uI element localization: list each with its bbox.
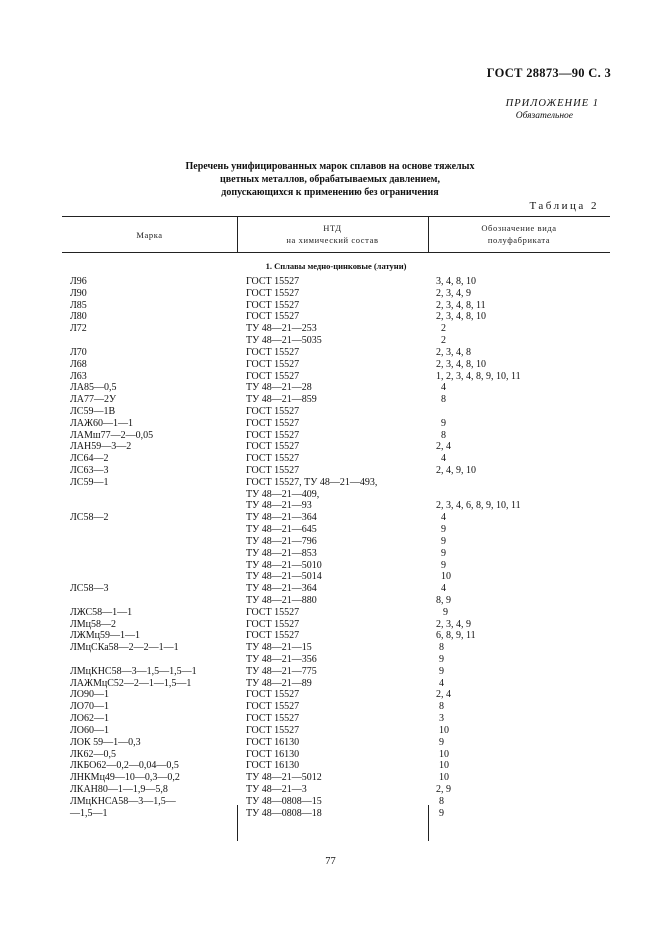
semi-product-codes: 10: [439, 748, 449, 760]
semi-product-codes: 8: [441, 394, 446, 406]
ntd-reference: ТУ 48—21—364: [246, 512, 317, 524]
alloy-grade: —1,5—1: [70, 807, 108, 819]
semi-product-codes: 4: [441, 453, 446, 465]
ntd-reference: ГОСТ 15527: [246, 701, 300, 713]
alloy-grade: ЛМцКНС58—3—1,5—1,5—1: [70, 665, 197, 677]
semi-product-codes: 10: [439, 724, 449, 736]
ntd-reference: ГОСТ 15527: [246, 405, 300, 417]
semi-product-codes: 9: [441, 535, 446, 547]
alloy-grade: Л96: [70, 276, 87, 287]
alloy-grade: ЛКБО62—0,2—0,04—0,5: [70, 760, 179, 772]
table-row: [0, 630, 661, 642]
table-row: [0, 406, 661, 418]
semi-product-codes: 2, 3, 4, 9: [436, 287, 471, 299]
table-row: [0, 607, 661, 619]
table-row: [0, 371, 661, 383]
semi-product-codes: 2, 9: [436, 783, 451, 795]
alloy-grade: ЛС58—3: [70, 583, 109, 595]
alloy-grade: ЛО70—1: [70, 701, 110, 713]
table-body: [0, 276, 661, 819]
ntd-reference: ГОСТ 15527: [246, 346, 300, 358]
alloy-grade: ЛС63—3: [70, 465, 109, 476]
semi-product-codes: 8, 9: [436, 594, 451, 606]
alloy-grade: ЛК62—0,5: [70, 748, 116, 760]
ntd-reference: ТУ 48—21—775: [246, 665, 317, 677]
table-row: [0, 512, 661, 524]
table-row: [0, 725, 661, 737]
title-line-2: цветных металлов, обрабатываемых давлением,: [220, 174, 440, 185]
column-header-type: [428, 222, 610, 246]
semi-product-codes: 2, 4: [436, 689, 451, 701]
table-row: [0, 335, 661, 347]
semi-product-codes: 1, 2, 3, 4, 8, 9, 10, 11: [436, 370, 521, 382]
semi-product-codes: 8: [439, 642, 444, 654]
semi-product-codes: 9: [439, 665, 444, 677]
table-row: [0, 796, 661, 808]
ntd-reference: ГОСТ 16130: [246, 748, 300, 760]
alloy-grade: ЛМцКНСА58—3—1,5—: [70, 795, 176, 807]
alloy-grade: ЛА77—2У: [70, 394, 117, 406]
alloy-grade: Л72: [70, 323, 87, 335]
ntd-reference: ТУ 48—21—93: [246, 500, 312, 512]
semi-product-codes: 4: [439, 677, 444, 689]
semi-product-codes: 8: [439, 701, 444, 713]
table-row: [0, 619, 661, 631]
ntd-reference: ТУ 48—21—880: [246, 594, 317, 606]
semi-product-codes: 9: [441, 417, 446, 429]
table-row: [0, 760, 661, 772]
alloy-grade: ЛС59—1: [70, 476, 109, 488]
table-row: [0, 666, 661, 678]
table-row: [0, 548, 661, 560]
semi-product-codes: 3, 4, 8, 10: [436, 276, 476, 287]
ntd-reference: ТУ 48—21—5012: [246, 772, 322, 784]
alloy-grade: ЛА85—0,5: [70, 382, 117, 394]
page-number: 77: [325, 856, 336, 867]
ntd-reference: ТУ 48—21—645: [246, 524, 317, 536]
ntd-reference: ГОСТ 15527: [246, 606, 300, 618]
table-row: [0, 642, 661, 654]
section-heading: 1. Сплавы медно-цинковые (латуни): [265, 261, 407, 271]
table-row: [0, 382, 661, 394]
semi-product-codes: 9: [439, 654, 444, 665]
semi-product-codes: 9: [439, 807, 444, 819]
ntd-reference: ГОСТ 15527: [246, 358, 300, 370]
table-label: Таблица 2: [529, 200, 599, 212]
alloy-grade: ЛС64—2: [70, 453, 109, 465]
table-row: [0, 749, 661, 761]
semi-product-codes: 2, 4: [436, 441, 451, 453]
table-row: [0, 737, 661, 749]
ntd-reference: ГОСТ 15527: [246, 370, 300, 382]
column-header-grade: Марка: [136, 230, 163, 240]
table-row: [0, 288, 661, 300]
table-row: [0, 500, 661, 512]
table-row: [0, 347, 661, 359]
ntd-reference: ТУ 48—21—89: [246, 677, 312, 689]
alloy-grade: Л63: [70, 370, 87, 382]
alloy-grade: ЛЖС58—1—1: [70, 606, 133, 618]
ntd-reference: ТУ 48—0808—15: [246, 795, 322, 807]
alloy-grade: ЛС59—1В: [70, 405, 116, 417]
ntd-reference: ТУ 48—21—5010: [246, 559, 322, 571]
alloy-grade: ЛО62—1: [70, 713, 110, 725]
column-header-type-line-2: полуфабриката: [487, 235, 551, 245]
ntd-reference: ГОСТ 15527: [246, 453, 300, 465]
alloy-grade: ЛМцСКа58—2—2—1—1: [70, 642, 179, 654]
table-row: [0, 808, 661, 820]
alloy-grade: ЛАН59—3—2: [70, 441, 132, 453]
ntd-reference: ТУ 48—21—859: [246, 394, 317, 406]
semi-product-codes: 2: [441, 335, 446, 347]
semi-product-codes: 4: [441, 512, 446, 524]
ntd-reference: ГОСТ 15527: [246, 299, 300, 311]
ntd-reference: ГОСТ 15527, ТУ 48—21—493,: [246, 476, 378, 488]
table-row: [0, 465, 661, 477]
table-row: [0, 784, 661, 796]
ntd-reference: ГОСТ 15527: [246, 441, 300, 453]
ntd-reference: ГОСТ 15527: [246, 630, 300, 642]
table-row: [0, 713, 661, 725]
title-line-1: Перечень унифицированных марок сплавов на основе тяжелых: [185, 161, 475, 172]
table-row: [0, 276, 661, 288]
table-row: [0, 595, 661, 607]
ntd-reference: ГОСТ 15527: [246, 287, 300, 299]
table-row: [0, 689, 661, 701]
standard-header: ГОСТ 28873—90 С. 3: [486, 66, 611, 80]
ntd-reference: ГОСТ 15527: [246, 713, 300, 725]
semi-product-codes: 4: [441, 583, 446, 595]
semi-product-codes: 6, 8, 9, 11: [436, 630, 476, 642]
alloy-grade: ЛОК 59—1—0,3: [70, 736, 141, 748]
appendix-status: Обязательное: [515, 111, 573, 121]
table-row: [0, 359, 661, 371]
alloy-grade: ЛС58—2: [70, 512, 109, 524]
table-row: [0, 394, 661, 406]
table-row: [0, 477, 661, 489]
alloy-grade: ЛКАН80—1—1,9—5,8: [70, 783, 168, 795]
ntd-reference: ТУ 48—21—5035: [246, 335, 322, 347]
ntd-reference: ТУ 48—21—5014: [246, 571, 322, 583]
table-row: [0, 311, 661, 323]
table-row: [0, 418, 661, 430]
semi-product-codes: 10: [441, 571, 451, 583]
semi-product-codes: 9: [441, 524, 446, 536]
table-row: [0, 489, 661, 501]
semi-product-codes: 2, 3, 4, 6, 8, 9, 10, 11: [436, 500, 521, 512]
column-header-ntd-line-2: на химический состав: [286, 235, 379, 245]
semi-product-codes: 9: [443, 606, 448, 618]
ntd-reference: ТУ 48—21—28: [246, 382, 312, 394]
alloy-grade: Л68: [70, 358, 87, 370]
appendix-label: ПРИЛОЖЕНИЕ 1: [505, 98, 599, 109]
semi-product-codes: 2, 3, 4, 8, 11: [436, 299, 486, 311]
column-header-type-line-1: Обозначение вида: [481, 223, 557, 233]
ntd-reference: ГОСТ 15527: [246, 689, 300, 701]
semi-product-codes: 2: [441, 323, 446, 335]
table-row: [0, 524, 661, 536]
ntd-reference: ТУ 48—21—853: [246, 547, 317, 559]
ntd-reference: ГОСТ 15527: [246, 429, 300, 441]
ntd-reference: ТУ 48—21—409,: [246, 488, 320, 500]
table-row: [0, 441, 661, 453]
alloy-grade: Л80: [70, 311, 87, 323]
ntd-reference: ТУ 48—21—3: [246, 783, 307, 795]
ntd-reference: ТУ 48—21—15: [246, 642, 312, 654]
table-row: [0, 583, 661, 595]
table-row: [0, 571, 661, 583]
alloy-grade: ЛО60—1: [70, 724, 110, 736]
table-row: [0, 453, 661, 465]
alloy-grade: ЛЖМц59—1—1: [70, 630, 140, 642]
ntd-reference: ГОСТ 15527: [246, 465, 300, 476]
semi-product-codes: 10: [439, 772, 449, 784]
ntd-reference: ТУ 48—21—356: [246, 654, 317, 665]
table-top-rule: [62, 216, 610, 217]
table-row: [0, 678, 661, 690]
table-header-rule: [62, 252, 610, 253]
table-row: [0, 300, 661, 312]
ntd-reference: ГОСТ 15527: [246, 311, 300, 323]
alloy-grade: ЛАЖ60—1—1: [70, 417, 133, 429]
table-row: [0, 323, 661, 335]
title-line-3: допускающихся к применению без ограничения: [221, 187, 439, 198]
semi-product-codes: 9: [441, 547, 446, 559]
semi-product-codes: 9: [441, 559, 446, 571]
ntd-reference: ГОСТ 15527: [246, 724, 300, 736]
ntd-reference: ТУ 48—0808—18: [246, 807, 322, 819]
ntd-reference: ГОСТ 15527: [246, 417, 300, 429]
alloy-grade: Л90: [70, 287, 87, 299]
ntd-reference: ТУ 48—21—364: [246, 583, 317, 595]
ntd-reference: ТУ 48—21—253: [246, 323, 317, 335]
alloy-grade: ЛАМш77—2—0,05: [70, 429, 154, 441]
semi-product-codes: 2, 4, 9, 10: [436, 465, 476, 476]
ntd-reference: ГОСТ 15527: [246, 276, 300, 287]
semi-product-codes: 10: [439, 760, 449, 772]
semi-product-codes: 2, 3, 4, 9: [436, 618, 471, 630]
semi-product-codes: 2, 3, 4, 8: [436, 346, 471, 358]
table-row: [0, 536, 661, 548]
table-row: [0, 772, 661, 784]
alloy-grade: ЛО90—1: [70, 689, 110, 701]
table-row: [0, 430, 661, 442]
alloy-grade: ЛНКМц49—10—0,3—0,2: [70, 772, 180, 784]
semi-product-codes: 8: [441, 429, 446, 441]
semi-product-codes: 2, 3, 4, 8, 10: [436, 358, 486, 370]
alloy-grade: Л70: [70, 346, 87, 358]
alloy-grade: ЛМц58—2: [70, 618, 117, 630]
ntd-reference: ГОСТ 16130: [246, 736, 300, 748]
semi-product-codes: 4: [441, 382, 446, 394]
ntd-reference: ГОСТ 16130: [246, 760, 300, 772]
semi-product-codes: 2, 3, 4, 8, 10: [436, 311, 486, 323]
column-header-ntd: [237, 222, 428, 246]
table-row: [0, 560, 661, 572]
semi-product-codes: 8: [439, 795, 444, 807]
table-row: [0, 654, 661, 666]
ntd-reference: ГОСТ 15527: [246, 618, 300, 630]
ntd-reference: ТУ 48—21—796: [246, 535, 317, 547]
semi-product-codes: 3: [439, 713, 444, 725]
document-title: [160, 160, 500, 199]
column-header-ntd-line-1: НТД: [323, 223, 342, 233]
alloy-grade: Л85: [70, 299, 87, 311]
table-row: [0, 701, 661, 713]
alloy-grade: ЛАЖМцС52—2—1—1,5—1: [70, 677, 192, 689]
semi-product-codes: 9: [439, 736, 444, 748]
